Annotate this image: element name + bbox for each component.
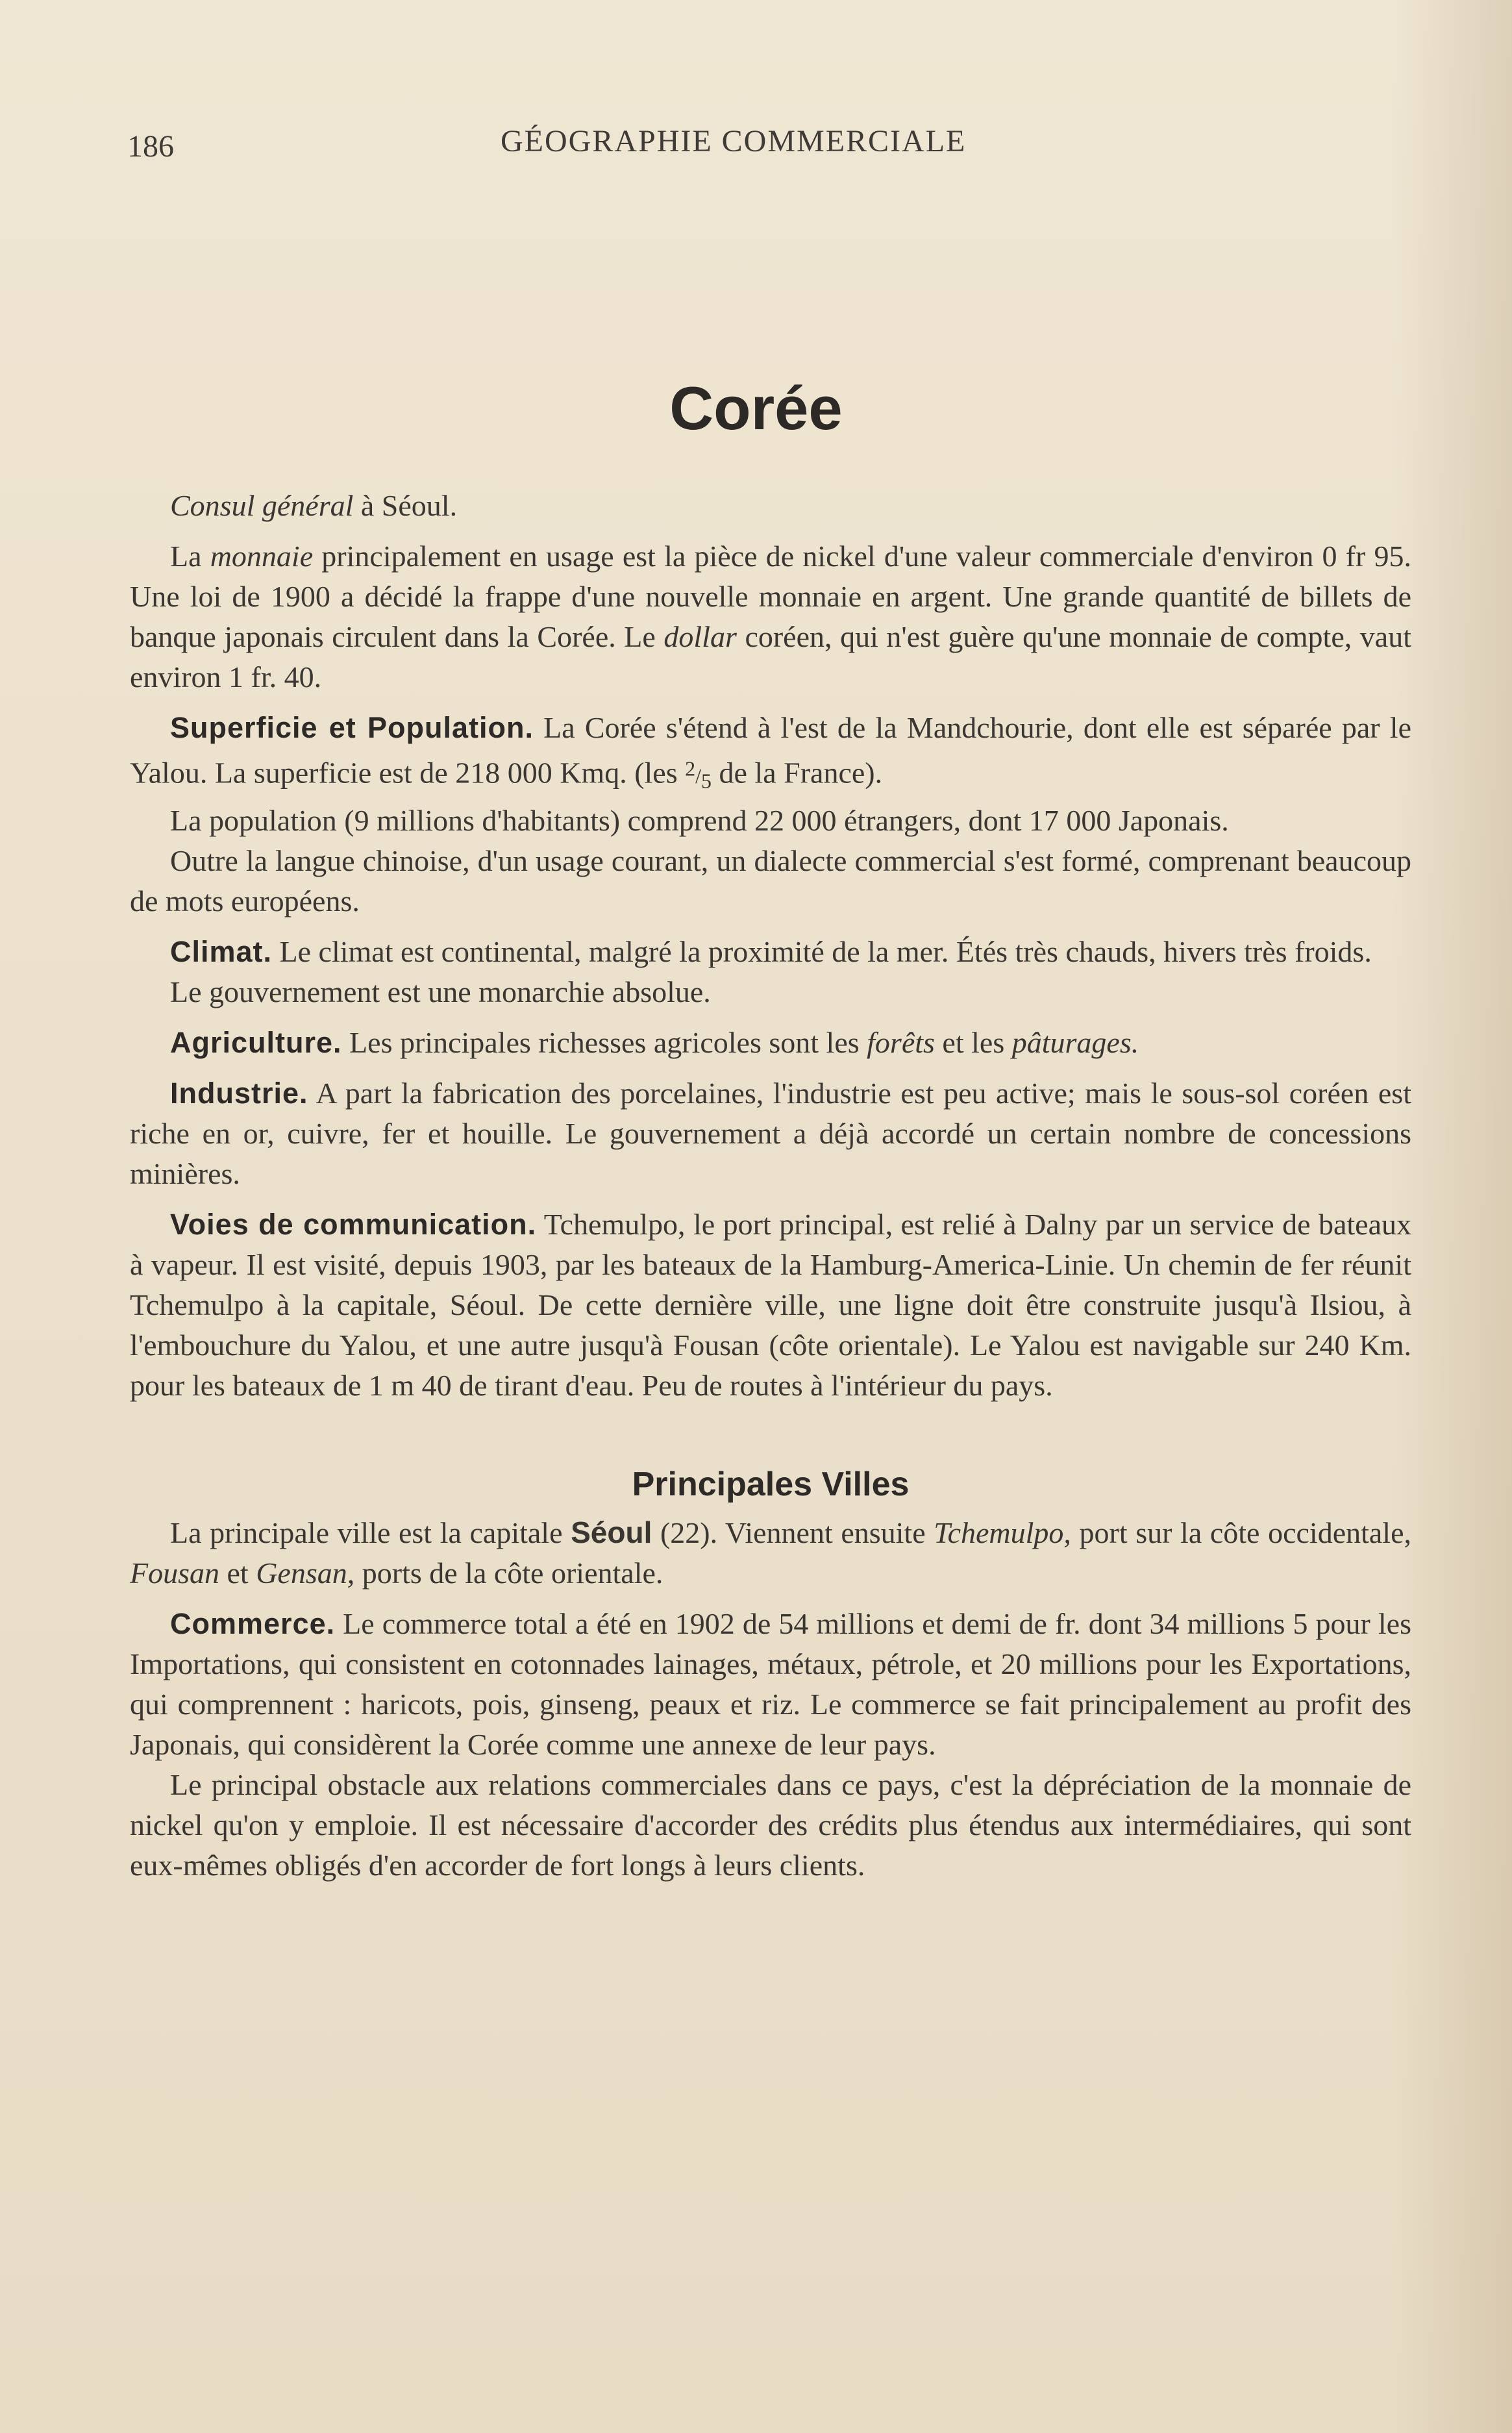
gouvernement-paragraph: Le gouvernement est une monarchie absolue. (170, 975, 711, 1009)
text-run: A part la fabrication des porcelaines, l'industrie est peu active; mais le sous-sol coréen est riche en or, cuivre, fer et houille. Le gouvernement a déjà accordé un certain nombre de concessions minières. (130, 1077, 1411, 1191)
consul-label: Consul général (170, 489, 354, 522)
rubric-industrie: Industrie. (170, 1077, 308, 1110)
rubric-superficie: Superficie et Population. (170, 711, 534, 744)
page-number: 186 (127, 129, 174, 164)
text-run: et (219, 1556, 256, 1590)
text-run: principalement en usage est la pièce de nickel d'une valeur commerciale d'environ 0 fr 95. Une loi de 1900 a décidé la frappe d'une nouvelle monnaie en argent. Une grande quantité de billets de banque japonais circulent dans la Corée. Le (130, 540, 1412, 653)
rubric-commerce: Commerce. (170, 1607, 336, 1641)
text-run: La Corée s'étend à l'est de la Mandchourie, dont elle est séparée par le Yalou. La superficie est de 218 000 Kmq. (les (130, 711, 1411, 790)
chapter-title: Corée (669, 374, 843, 442)
text-run: port sur la côte occidentale, (1071, 1516, 1412, 1550)
page-header (127, 123, 1413, 169)
fraction-separator: / (695, 764, 702, 788)
villes-paragraph (130, 1512, 1411, 1593)
fraction (685, 756, 712, 793)
voies-paragraph (130, 1204, 1411, 1406)
rubric-agriculture: Agriculture. (170, 1026, 342, 1060)
text-run: Le commerce total a été en 1902 de 54 millions et demi de fr. dont 34 millions 5 pour les Importations, qui consistent en cotonnades lainages, métaux, pétrole, et 20 millions pour les Exportations, qui comprennent : haricots, pois, ginseng, peaux et riz. Le commerce se fait principalement au profit des Japonais, qui considèrent la Corée comme une annexe de leur pays. (130, 1607, 1411, 1762)
text-run: et les (934, 1026, 1012, 1060)
running-title: GÉOGRAPHIE COMMERCIALE (501, 124, 967, 158)
text-run: Tchemulpo, le port principal, est relié à Dalny par un service de bateaux à vapeur. Il est visité, depuis 1903, par les bateaux de la Hamburg-America-Linie. Un chemin de fer réunit Tchemulpo à la capitale, Séoul. De cette dernière ville, une ligne doit être construite jusqu'à Ilsiou, à l'embouchure du Yalou, et une autre jusqu'à Fousan (côte orientale). Le Yalou est navigable sur 240 Km. pour les bateaux de 1 m 40 de tirant d'eau. Peu de routes à l'intérieur du pays. (130, 1208, 1411, 1403)
langue-paragraph: Outre la langue chinoise, d'un usage courant, un dialecte commercial s'est formé, comprenant beaucoup de mots européens. (130, 844, 1411, 918)
text-run: coréen, qui n'est guère qu'une monnaie de compte, vaut environ 1 fr. 40. (130, 620, 1412, 693)
agriculture-paragraph (130, 1023, 1411, 1063)
climat-paragraph (130, 932, 1411, 972)
italic-term: Tchemulpo, (934, 1516, 1071, 1550)
body-text (130, 486, 1411, 1886)
consul-location: à Séoul. (360, 489, 458, 522)
rubric-voies: Voies de communication. (170, 1208, 537, 1241)
industrie-paragraph (130, 1073, 1411, 1194)
text-run: La (170, 540, 210, 573)
italic-term: dollar (663, 620, 737, 653)
text-run: (22). Viennent ensuite (652, 1516, 934, 1550)
italic-term: monnaie (210, 540, 314, 573)
commerce-paragraph (130, 1604, 1411, 1765)
population-paragraph: La population (9 millions d'habitants) comprend 22 000 étrangers, dont 17 000 Japonais. (170, 804, 1229, 838)
text-run: Les principales richesses agricoles sont les (341, 1026, 867, 1060)
text-run: ports de la côte orientale. (354, 1556, 663, 1590)
consul-paragraph (130, 486, 1411, 526)
fraction-numerator: 2 (685, 756, 696, 780)
fraction-denominator: 5 (701, 769, 712, 793)
monnaie-paragraph (130, 536, 1411, 697)
italic-term: Gensan, (256, 1556, 355, 1590)
rubric-climat: Climat. (170, 935, 273, 969)
italic-term: Fousan (130, 1556, 219, 1590)
text-run: La principale ville est la capitale (170, 1516, 571, 1550)
superficie-paragraph (130, 708, 1411, 801)
italic-term: forêts (867, 1026, 935, 1060)
italic-term: pâturages. (1011, 1026, 1139, 1060)
section-heading-villes: Principales Villes (632, 1466, 910, 1504)
text-run: Le climat est continental, malgré la proximité de la mer. Étés très chauds, hivers très froids. (272, 935, 1372, 969)
text-run: de la France). (712, 756, 883, 790)
bold-term: Séoul (571, 1516, 652, 1550)
obstacle-paragraph: Le principal obstacle aux relations commerciales dans ce pays, c'est la dépréciation de la monnaie de nickel qu'on y emploie. Il est nécessaire d'accorder des crédits plus étendus aux intermédiaires, qui sont eux-mêmes obligés d'en accorder de fort longs à leurs clients. (130, 1768, 1411, 1882)
